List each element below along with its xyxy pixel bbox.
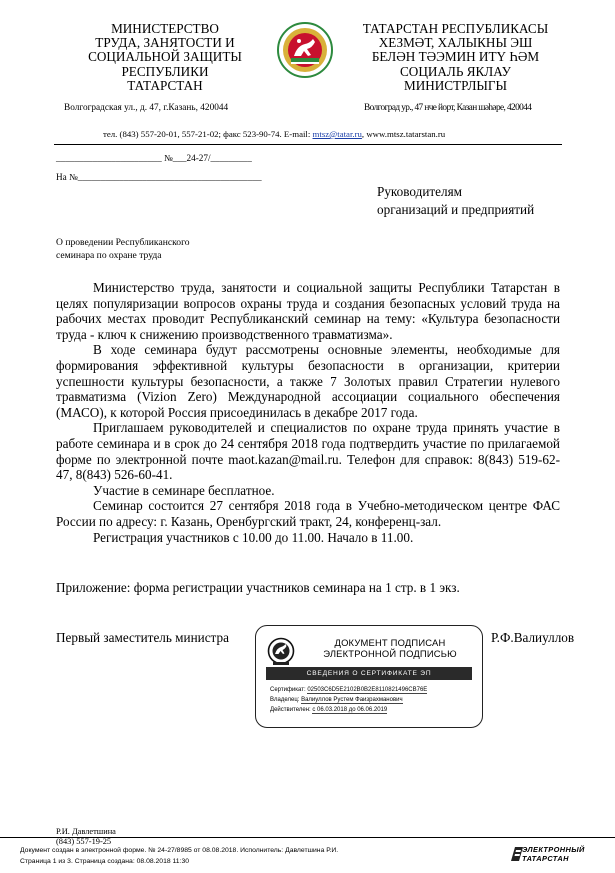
body-paragraph: Приглашаем руководителей и специалистов по охране труда принять участие в работе семинара и в срок до 24 сентября 2018 года подтвердить участие по прилагаемой форме по электронной почте maot.kazan@mail.ru. Телефон для справок: 8(843) 519-62-47, 8(843) 526-60-41.	[56, 420, 560, 483]
certificate-info-bar: СВЕДЕНИЯ О СЕРТИФИКАТЕ ЭП	[266, 667, 472, 680]
letter-body	[56, 280, 560, 545]
header-divider	[54, 144, 562, 145]
body-paragraph: Участие в семинаре бесплатное.	[93, 482, 275, 498]
body-paragraph: В ходе семинара будут рассмотрены основные элементы, необходимые для формирования эффективной культуры безопасности в организации, критерии успешности культуры безопасности, а также 7 Золотых правил Стратегии нулевого травматизма (Vizion Zero) Международной ассоциации социального обеспечения (МАСО), к которой Россия присоединилась в декабре 2017 года.	[56, 342, 560, 420]
signatory-position: Первый заместитель министра	[56, 630, 229, 645]
electronic-signature-stamp	[255, 625, 483, 728]
address-ru: Волгоградская ул., д. 47, г.Казань, 420044	[64, 103, 229, 113]
footer-divider	[0, 837, 615, 838]
attachment-note: Приложение: форма регистрации участников семинара на 1 стр. в 1 экз.	[56, 580, 460, 595]
outgoing-number: _______________________ №___24-27/_________	[56, 153, 252, 163]
certificate-validity: Действителен: с 06.03.2018 до 06.06.2019	[270, 707, 388, 713]
certificate-number: Сертификат: 02503C6D5E2102B0B2E8110821496CB76E	[270, 687, 428, 693]
executor-block: Р.И. Давлетшина (843) 557-19-25	[56, 827, 116, 846]
stamp-title: ДОКУМЕНТ ПОДПИСАН ЭЛЕКТРОННОЙ ПОДПИСЬЮ	[323, 637, 457, 659]
incoming-reference: На №________________________________________	[56, 172, 262, 182]
contacts-line: тел. (843) 557-20-01, 557-21-02; факс 523-90-74. E-mail: mtsz@tatar.ru, www.mtsz.tatarstan.ru	[103, 129, 446, 139]
electronic-tatarstan-brand: ЭЛЕКТРОННЫЙ ТАТАРСТАН	[522, 845, 585, 863]
emblem-icon	[267, 637, 295, 667]
ministry-name-tt: ТАТАРСТАН РЕСПУБЛИКАСЫ ХЕЗМӘТ, ХАЛЫКНЫ ЭШ БЕЛӘН ТӘЭМИН ИТҮ ҺӘМ СОЦИАЛЬ ЯКЛАУ МИНИСТРЛЫГЫ	[362, 21, 549, 93]
addressee-block: Руководителям организаций и предприятий	[377, 184, 535, 217]
ministry-name-ru: МИНИСТЕРСТВО ТРУДА, ЗАНЯТОСТИ И СОЦИАЛЬНОЙ ЗАЩИТЫ РЕСПУБЛИКИ ТАТАРСТАН	[88, 21, 242, 93]
certificate-owner: Владелец: Валиуллов Рустем Фаизрахманович	[270, 697, 403, 703]
letter-subject: О проведении Республиканского семинара по охране труда	[56, 237, 190, 261]
body-paragraph: Регистрация участников с 10.00 до 11.00. Начало в 11.00.	[93, 529, 414, 545]
address-tt: Волгоград ур., 47 нче йорт, Казан шәһәре, 420044	[364, 103, 532, 113]
signatory-name: Р.Ф.Валиуллов	[491, 630, 575, 645]
body-paragraph: Министерство труда, занятости и социальной защиты Республики Татарстан в целях популяризации вопросов охраны труда и создания безопасных условий труда на рабочих местах проводит Республиканский семинар на тему: «Культура безопасности труда - ключ к снижению производственного травматизма».	[56, 280, 560, 342]
tatarstan-emblem-icon	[277, 22, 333, 78]
body-paragraph: Семинар состоится 27 сентября 2018 года в Учебно-методическом центре ФАС России по адресу: г. Казань, Оренбургский тракт, 24, конференц-зал.	[56, 498, 560, 529]
email-link[interactable]: mtsz@tatar.ru	[312, 129, 362, 139]
footer-info: Документ создан в электронной форме. № 24-27/8985 от 08.08.2018. Исполнитель: Давлетшина Р.И. Страница 1 из 3. Страница создана: 08.08.2018 11:30	[20, 847, 339, 865]
